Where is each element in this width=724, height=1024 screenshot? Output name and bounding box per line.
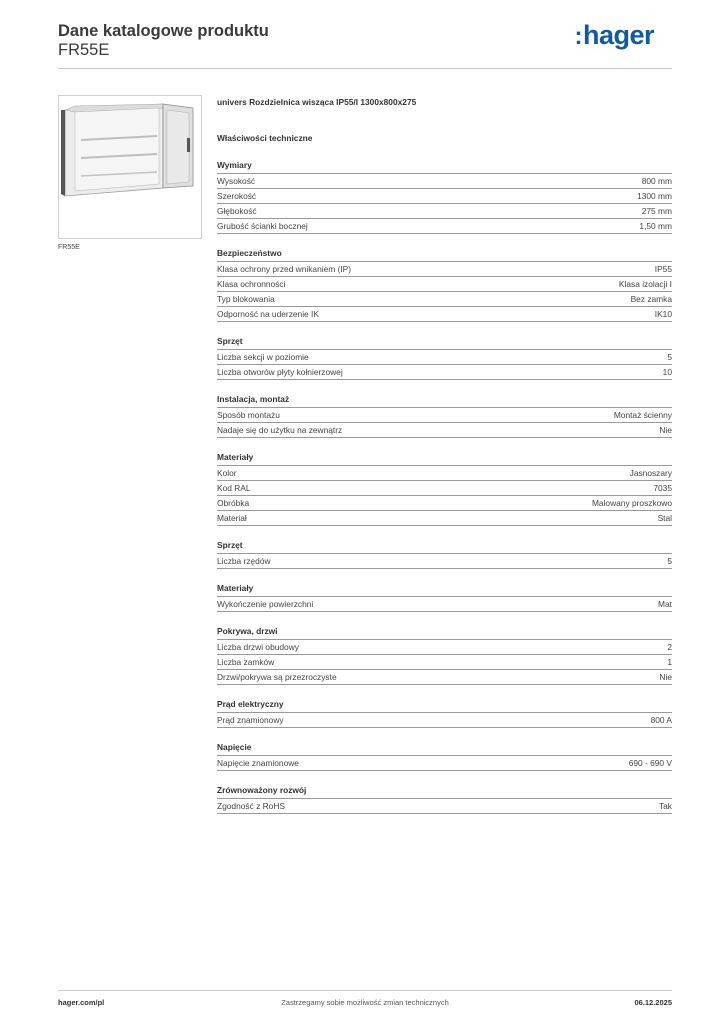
property-section [217,539,672,569]
product-code: FR55E [58,41,110,59]
property-value: 2 [667,642,672,652]
property-row [217,307,672,322]
property-label: Klasa ochrony przed wnikaniem (IP) [217,264,352,274]
property-label: Głębokość [217,206,257,216]
property-sections [217,159,672,814]
property-row [217,554,672,569]
property-row [217,597,672,612]
section-title: Wymiary [217,159,672,174]
property-section [217,741,672,771]
property-value: 1,50 mm [639,221,672,231]
property-label: Kolor [217,468,237,478]
property-row [217,189,672,204]
property-value: Nie [659,425,672,435]
page-title: Dane katalogowe produktu [58,22,269,40]
product-image [58,95,202,239]
property-value: Jasnoszary [629,468,672,478]
property-section [217,335,672,380]
property-label: Kod RAL [217,483,251,493]
section-title: Bezpieczeństwo [217,247,672,262]
page-header [58,22,672,68]
section-title: Zrównoważony rozwój [217,784,672,799]
property-row [217,365,672,380]
property-row [217,640,672,655]
property-label: Liczba sekcji w poziomie [217,352,309,362]
property-section [217,625,672,685]
property-section [217,393,672,438]
property-row [217,204,672,219]
property-row [217,174,672,189]
property-label: Liczba drzwi obudowy [217,642,299,652]
property-value: Tak [658,801,672,811]
property-value: Mat [658,599,672,609]
property-row [217,655,672,670]
section-title: Pokrywa, drzwi [217,625,672,640]
property-row [217,713,672,728]
section-title: Sprzęt [217,335,672,350]
property-value: IP55 [654,264,672,274]
footer-divider [58,990,672,991]
property-row [217,423,672,438]
property-label: Nadaje się do użytku na zewnątrz [217,425,343,435]
property-label: Szerokość [217,191,257,201]
property-row [217,511,672,526]
footer-website-link[interactable]: hager.com/pl [58,998,105,1007]
property-value: 1300 mm [637,191,672,201]
property-section [217,159,672,234]
property-value: Stal [657,513,672,523]
property-value: IK10 [654,309,672,319]
property-label: Grubość ścianki bocznej [217,221,308,231]
property-row [217,262,672,277]
property-value: 275 mm [641,206,672,216]
property-section [217,698,672,728]
property-value: 800 A [650,715,672,725]
property-row [217,277,672,292]
property-value: 5 [667,352,672,362]
image-caption: FR55E [58,244,80,251]
property-value: Malowany proszkowo [591,498,672,508]
product-details [217,95,672,814]
property-row [217,756,672,771]
property-row [217,350,672,365]
product-title: univers Rozdzielnica wisząca IP55/I 1300x800x275 [217,97,417,107]
enclosure-illustration [59,96,201,238]
header-divider [58,68,672,69]
footer-disclaimer: Zastrzegamy sobie możliwość zmian technicznych [281,998,449,1007]
property-section [217,247,672,322]
property-value: Nie [659,672,672,682]
property-label: Obróbka [217,498,250,508]
property-row [217,408,672,423]
footer-date: 06.12.2025 [634,998,672,1007]
property-value: 10 [662,367,672,377]
property-value: Klasa izolacji I [618,279,672,289]
property-label: Liczba rzędów [217,556,271,566]
property-label: Materiał [217,513,247,523]
section-title: Materiały [217,451,672,466]
property-value: 800 mm [641,176,672,186]
property-section [217,582,672,612]
logo-colon-icon: : [574,23,582,50]
property-section [217,451,672,526]
property-label: Drzwi/pokrywa są przezroczyste [217,672,337,682]
property-label: Liczba otworów płyty kołnierzowej [217,367,343,377]
property-row [217,799,672,814]
technical-properties-heading: Właściwości techniczne [217,133,313,143]
property-value: 1 [667,657,672,667]
section-title: Instalacja, montaż [217,393,672,408]
property-value: Montaż ścienny [613,410,672,420]
property-row [217,481,672,496]
property-row [217,496,672,511]
property-row [217,670,672,685]
property-value: 7035 [653,483,672,493]
property-label: Wykończenie powierzchni [217,599,314,609]
property-label: Zgodność z RoHS [217,801,285,811]
property-value: Bez zamka [630,294,672,304]
property-row [217,292,672,307]
property-label: Klasa ochronności [217,279,286,289]
section-title: Materiały [217,582,672,597]
property-row [217,219,672,234]
section-title: Sprzęt [217,539,672,554]
property-value: 5 [667,556,672,566]
property-label: Napięcie znamionowe [217,758,299,768]
property-section [217,784,672,814]
property-label: Sposób montażu [217,410,280,420]
property-label: Liczba zamków [217,657,275,667]
hager-logo[interactable] [574,20,654,52]
property-label: Prąd znamionowy [217,715,284,725]
property-row [217,466,672,481]
section-title: Napięcie [217,741,672,756]
property-value: 690 - 690 V [628,758,672,768]
property-label: Odporność na uderzenie IK [217,309,319,319]
section-title: Prąd elektryczny [217,698,672,713]
property-label: Typ blokowania [217,294,275,304]
property-label: Wysokość [217,176,256,186]
logo-text: hager [582,20,654,50]
